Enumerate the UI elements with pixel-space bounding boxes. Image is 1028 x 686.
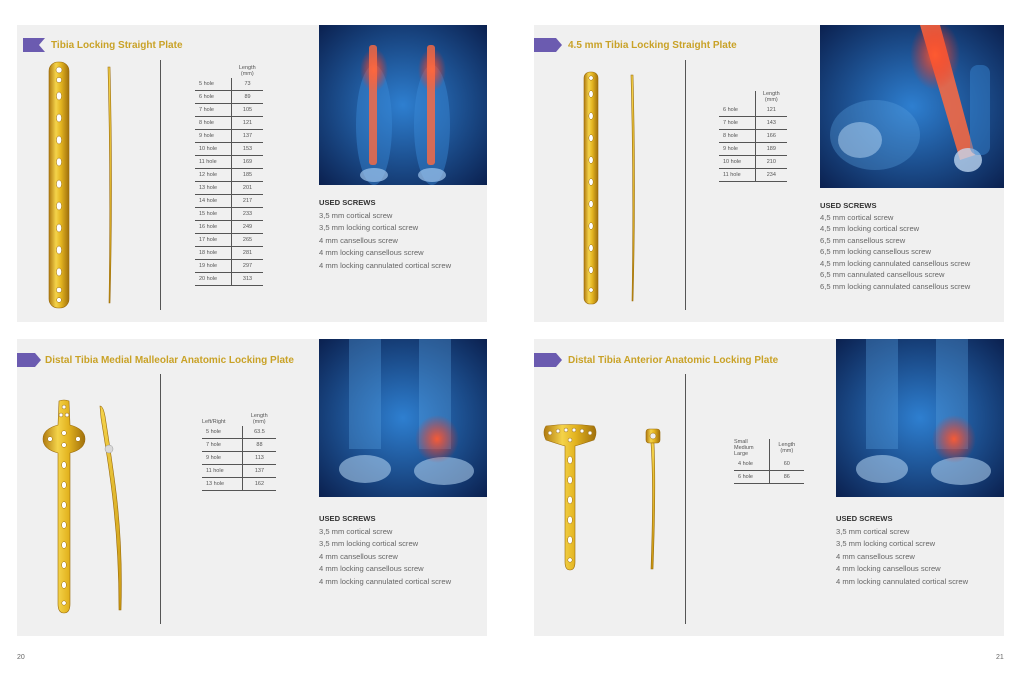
table-row: 11 hole 234 [719,169,787,182]
length-table [734,439,804,484]
table-row: 13 hole 201 [195,182,263,195]
table-header-length: Length (mm) [762,91,780,103]
table-header-size [195,65,232,78]
screw-item: 6,5 mm locking cansellous screw [820,247,931,256]
table-row: 5 hole 63.5 [202,426,276,439]
screw-item: 4 mm cansellous screw [836,551,915,561]
screw-item: 6,5 mm locking cannulated cansellous screw [820,281,971,291]
flag-icon [23,38,45,52]
used-screws-heading: USED SCREWS [319,514,376,523]
plate-front-image [542,424,598,572]
flag-icon [534,353,562,367]
panel-title: Distal Tibia Medial Malleolar Anatomic Locking Plate [45,354,294,366]
screw-item: 4,5 mm locking cortical screw [820,224,920,233]
table-row: 7 hole 143 [719,117,787,130]
used-screws-heading: USED SCREWS [319,198,376,207]
table-row: 6 hole 121 [719,104,787,117]
used-screws-list [836,513,968,589]
plate-side-image [97,404,127,614]
screw-item: 4 mm locking cannulated cortical screw [319,260,452,270]
screw-item: 3,5 mm locking cortical screw [836,539,936,549]
product-panel-distal-tibia-medial-malleolar [17,339,487,636]
screw-item: 3,5 mm locking cortical screw [319,539,419,549]
table-row: 18 hole 281 [195,247,263,260]
table-row: 12 hole 185 [195,169,263,182]
table-row: 9 hole 189 [719,143,787,156]
table-header-size: Small Medium Large [734,439,769,458]
panel-title: Tibia Locking Straight Plate [51,39,183,51]
table-row: 9 hole 113 [202,452,276,465]
plate-side-image [642,427,664,573]
table-row: 20 hole 313 [195,273,263,286]
screw-item: 4 mm locking cansellous screw [319,564,424,574]
length-table [195,65,263,286]
table-row: 4 hole 60 [734,458,804,471]
divider-line [160,374,161,624]
panel-header [23,38,183,52]
product-panel-distal-tibia-anterior [534,339,1004,636]
divider-line [685,374,686,624]
panel-header [534,38,737,52]
table-header-length: Length (mm) [238,65,256,77]
table-row: 10 hole 210 [719,156,787,169]
screw-item: 3,5 mm cortical screw [836,526,910,536]
table-row: 8 hole 121 [195,117,263,130]
table-row: 10 hole 153 [195,143,263,156]
length-table [202,413,276,491]
plate-front-image [582,70,600,306]
screw-item: 4 mm locking cansellous screw [319,248,424,258]
product-panel-4-5mm-tibia-locking-straight [534,25,1004,322]
table-header-size [719,91,755,104]
screw-item: 4 mm locking cannulated cortical screw [836,576,969,586]
plate-side-image [105,65,113,305]
used-screws-heading: USED SCREWS [836,514,893,523]
table-row: 19 hole 297 [195,260,263,273]
used-screws-heading: USED SCREWS [820,201,877,210]
xray-ankle-image [836,339,1004,497]
table-row: 15 hole 233 [195,208,263,221]
panel-header [534,353,778,367]
plate-front-image [39,399,89,615]
xray-arm-image [820,25,1004,188]
table-header-size: Left/Right [202,419,226,425]
screw-item: 6,5 mm cannulated cansellous screw [820,270,945,279]
table-row: 7 hole 105 [195,104,263,117]
product-panel-tibia-locking-straight [17,25,487,322]
screw-item: 6,5 mm cansellous screw [820,235,906,245]
divider-line [160,60,161,310]
screw-item: 3,5 mm cortical screw [319,526,393,536]
plate-front-image [45,60,73,312]
table-header-length: Length (mm) [250,413,268,425]
screw-item: 4,5 mm locking cannulated cansellous screw [820,258,971,268]
used-screws-list [319,197,451,273]
table-row: 7 hole 88 [202,439,276,452]
divider-line [685,60,686,310]
flag-icon [17,353,41,367]
screw-item: 4 mm locking cansellous screw [836,564,941,574]
table-row: 8 hole 166 [719,130,787,143]
table-row: 11 hole 169 [195,156,263,169]
table-header-length: Length (mm) [778,442,796,454]
flag-icon [534,38,562,52]
screw-item: 4 mm cansellous screw [319,235,398,245]
screw-item: 4 mm locking cannulated cortical screw [319,576,452,586]
table-row: 17 hole 265 [195,234,263,247]
screw-item: 4,5 mm cortical screw [820,212,894,222]
used-screws-list [820,200,970,292]
table-row: 11 hole 137 [202,465,276,478]
panel-title: 4.5 mm Tibia Locking Straight Plate [568,39,737,51]
table-row: 5 hole 73 [195,78,263,91]
length-table [719,91,787,182]
table-row: 14 hole 217 [195,195,263,208]
screw-item: 3,5 mm locking cortical screw [319,223,419,233]
xray-legs-image [319,25,487,185]
xray-ankle-image [319,339,487,497]
panel-header [17,353,294,367]
page-number-right: 21 [996,654,1004,661]
table-row: 13 hole 162 [202,478,276,491]
table-row: 6 hole 89 [195,91,263,104]
screw-item: 3,5 mm cortical screw [319,210,393,220]
used-screws-list [319,513,451,589]
plate-side-image [629,73,636,303]
page-number-left: 20 [17,654,25,661]
panel-title: Distal Tibia Anterior Anatomic Locking Plate [568,354,779,366]
table-row: 9 hole 137 [195,130,263,143]
table-row: 6 hole 86 [734,471,804,484]
screw-item: 4 mm cansellous screw [319,551,398,561]
table-row: 16 hole 249 [195,221,263,234]
